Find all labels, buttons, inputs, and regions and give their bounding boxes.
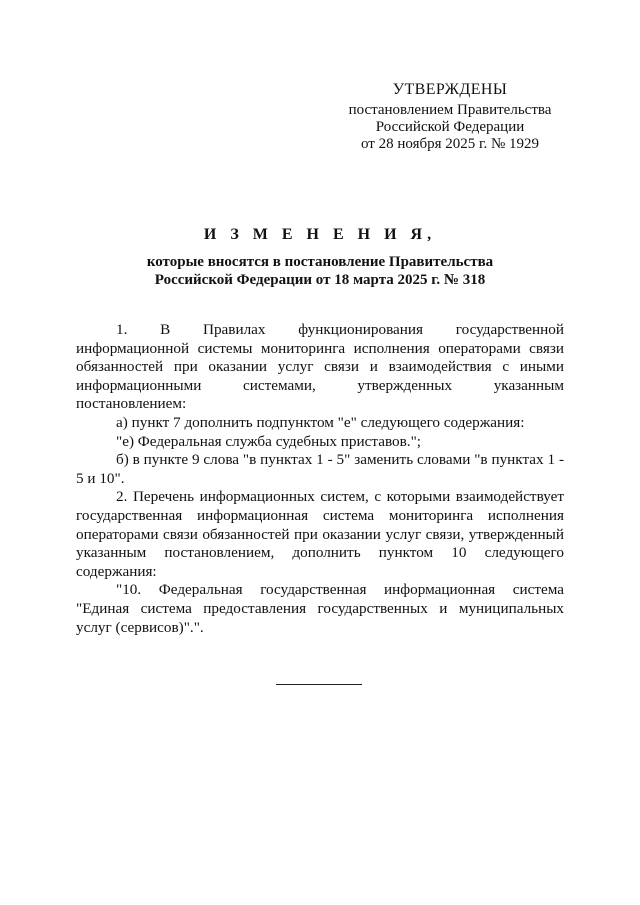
- paragraph-1a: а) пункт 7 дополнить подпунктом "е" следующего содержания:: [116, 413, 525, 431]
- document-subtitle: [0, 253, 640, 289]
- subtitle-line-1: которые вносятся в постановление Правительства: [146, 254, 494, 270]
- closing-divider: [276, 684, 362, 685]
- approval-line-3: от 28 ноября 2025 г. № 1929: [360, 136, 540, 152]
- paragraph-2: 2. Перечень информационных систем, с которыми взаимодействует государственная информационная система мониторинга исполнения операторами связи обязанностей при оказании услуг связи, утвержденный указанным постановлением, дополнить пунктом 10 следующего содержания:: [76, 488, 564, 580]
- subtitle-line-2: Российской Федерации от 18 марта 2025 г. № 318: [154, 272, 486, 288]
- document-title: И З М Е Н Е Н И Я,: [203, 226, 437, 243]
- paragraph-2-quote: "10. Федеральная государственная информационная система "Единая система предоставления государственных и муниципальных услуг (сервисов)".".: [76, 581, 564, 636]
- paragraph-1b: б) в пункте 9 слова "в пунктах 1 - 5" заменить словами "в пунктах 1 - 5 и 10".: [76, 451, 564, 487]
- approval-line-1: постановлением Правительства: [348, 102, 552, 118]
- paragraph-1: 1. В Правилах функционирования государственной информационной системы мониторинга исполнения операторами связи обязанностей при оказании услуг связи и взаимодействия с иными информационными системами, утвержденных указанным постановлением:: [76, 321, 564, 413]
- approval-line-2: Российской Федерации: [375, 119, 525, 135]
- approval-stamp: [330, 81, 570, 153]
- paragraph-1a-quote: "е) Федеральная служба судебных приставов.";: [116, 432, 421, 450]
- document-body: [76, 321, 564, 637]
- approval-heading: УТВЕРЖДЕНЫ: [392, 81, 508, 98]
